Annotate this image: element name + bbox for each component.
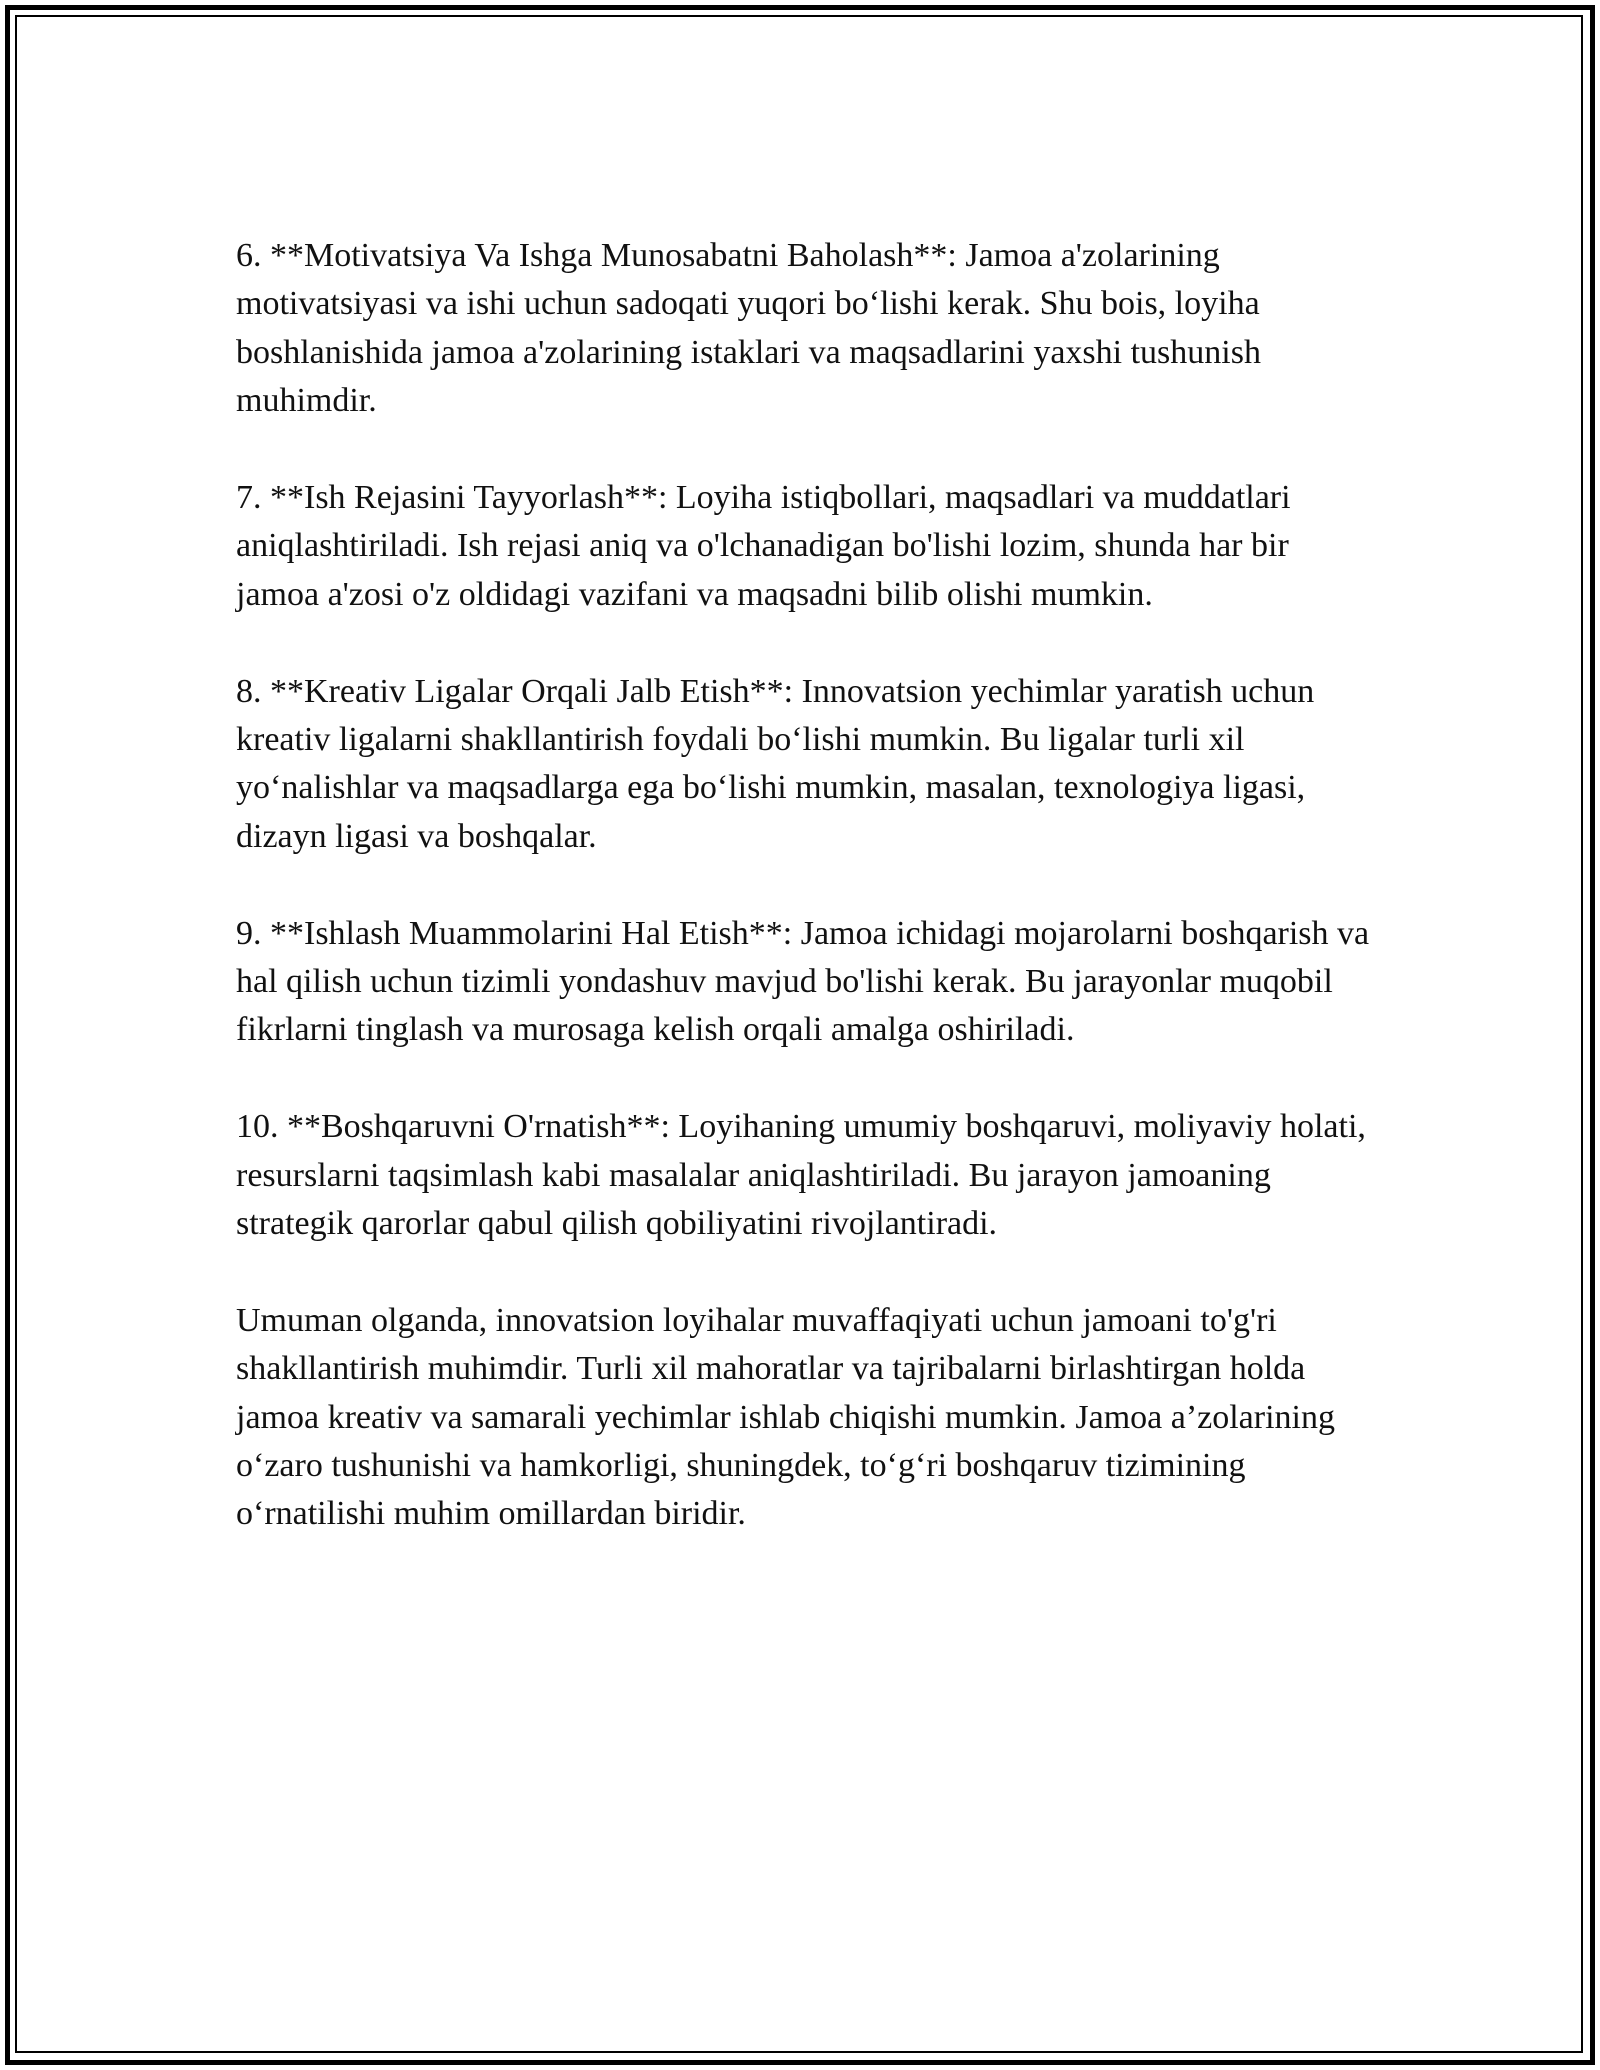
document-body [236,232,1376,1539]
paragraph-item-7: 7. **Ish Rejasini Tayyorlash**: Loyiha istiqbollari, maqsadlari va muddatlari aniqlashtiriladi. Ish rejasi aniq va o'lchanadigan bo'lishi lozim, shunda har bir jamoa a'zosi o'z oldidagi vazifani va maqsadni bilib olishi mumkin. [236,479,1291,613]
paragraph-item-9: 9. **Ishlash Muammolarini Hal Etish**: Jamoa ichidagi mojarolarni boshqarish va hal qilish uchun tizimli yondashuv mavjud bo'lishi kerak. Bu jarayonlar muqobil fikrlarni tinglash va murosaga kelish orqali amalga oshiriladi. [236,914,1370,1049]
paragraph-item-8: 8. **Kreativ Ligalar Orqali Jalb Etish**: Innovatsion yechimlar yaratish uchun kreativ ligalarni shakllantirish foydali bo‘lishi mumkin. Bu ligalar turli xil yo‘nalishlar va maqsadlarga ega bo‘lishi mumkin, masalan, texnologiya ligasi, dizayn ligasi va boshqalar. [236,672,1315,855]
paragraph-item-6: 6. **Motivatsiya Va Ishga Munosabatni Baholash**: Jamoa a'zolarining motivatsiyasi va ishi uchun sadoqati yuqori bo‘lishi kerak. Shu bois, loyiha boshlanishida jamoa a'zolarining istaklari va maqsadlarini yaxshi tushunish muhimdir. [236,237,1261,420]
paragraph-item-10: 10. **Boshqaruvni O'rnatish**: Loyihaning umumiy boshqaruvi, moliyaviy holati, resurslarni taqsimlash kabi masalalar aniqlashtiriladi. Bu jarayon jamoaning strategik qarorlar qabul qilish qobiliyatini rivojlantiradi. [236,1108,1366,1243]
paragraph-conclusion: Umuman olganda, innovatsion loyihalar muvaffaqiyati uchun jamoani to'g'ri shakllantirish muhimdir. Turli xil mahoratlar va tajribalarni birlashtirgan holda jamoa kreativ va samarali yechimlar ishlab chiqishi mumkin. Jamoa a’zolarining o‘zaro tushunishi va hamkorligi, shuningdek, to‘g‘ri boshqaruv tizimining o‘rnatilishi muhim omillardan biridir. [236,1301,1335,1533]
